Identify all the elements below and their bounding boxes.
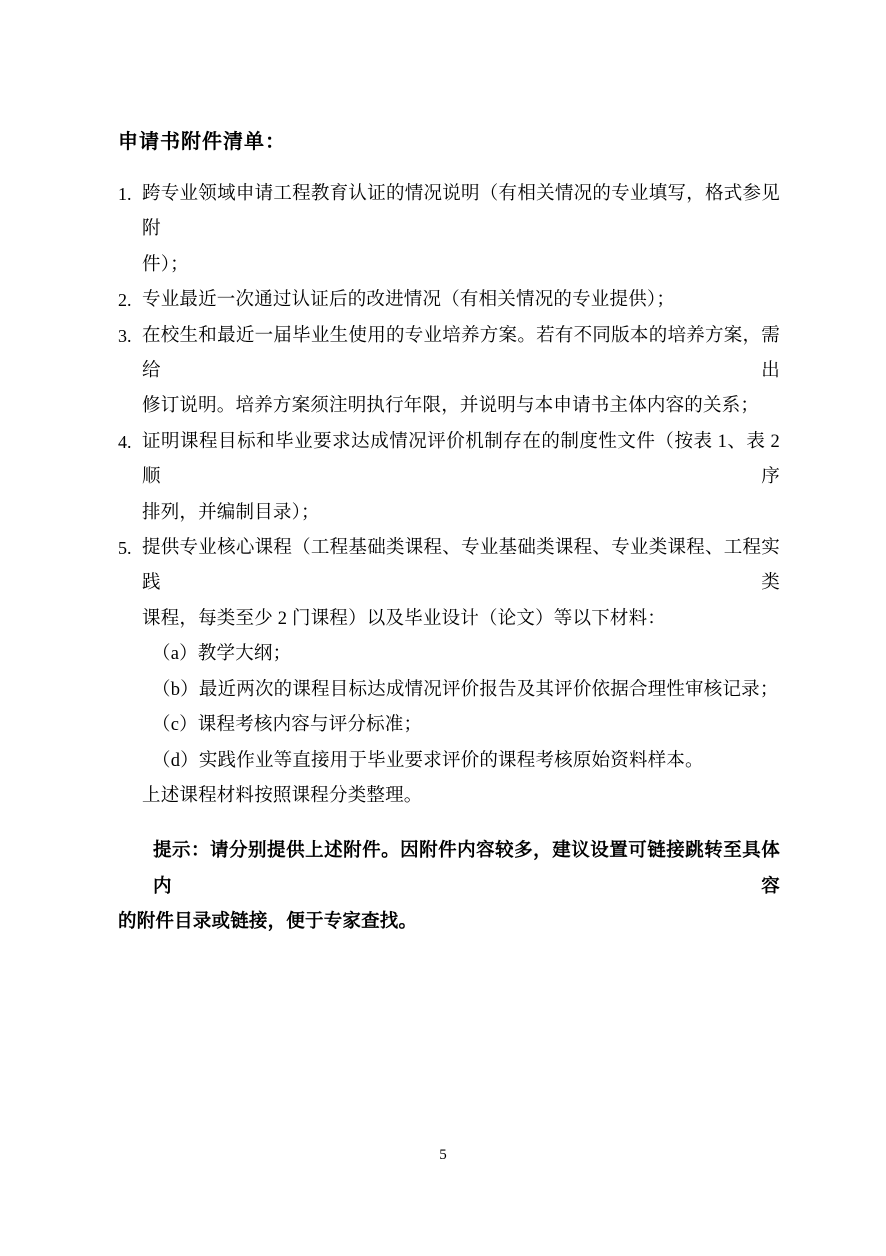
document-body bbox=[118, 131, 780, 939]
item-line: 在校生和最近一届毕业生使用的专业培养方案。若有不同版本的培养方案，需给出 bbox=[142, 325, 780, 382]
list-item bbox=[118, 177, 780, 283]
item-lines bbox=[142, 283, 780, 318]
item-line: 证明课程目标和毕业要求达成情况评价机制存在的制度性文件（按表 1、表 2 顺序 bbox=[142, 431, 780, 488]
attachment-list-heading: 申请书附件清单： bbox=[118, 131, 286, 153]
item-line: 跨专业领域申请工程教育认证的情况说明（有相关情况的专业填写，格式参见附 bbox=[142, 184, 780, 240]
item-lines bbox=[142, 319, 780, 425]
item-lines bbox=[142, 425, 780, 531]
list-item bbox=[118, 319, 780, 425]
list-item bbox=[118, 531, 780, 637]
item-line: 排列，并编制目录）； bbox=[142, 502, 320, 523]
item-line: 件）； bbox=[142, 254, 189, 275]
item-number: 3. bbox=[118, 325, 132, 346]
item-line: 修订说明。培养方案须注明执行年限，并说明与本申请书主体内容的关系； bbox=[142, 396, 760, 417]
item-lines bbox=[142, 177, 780, 283]
item-line: 课程，每类至少 2 门课程）以及毕业设计（论文）等以下材料： bbox=[142, 608, 667, 629]
sub-item: （b）最近两次的课程目标达成情况评价报告及其评价依据合理性审核记录； bbox=[152, 679, 779, 700]
item-number: 4. bbox=[118, 431, 132, 452]
attachment-list bbox=[118, 177, 780, 637]
sub-item: （a）教学大纲； bbox=[152, 644, 292, 665]
list-item bbox=[118, 425, 780, 531]
page-number: 5 bbox=[439, 1147, 447, 1163]
item-line: 专业最近一次通过认证后的改进情况（有相关情况的专业提供）； bbox=[142, 290, 676, 311]
tip-line: 的附件目录或链接，便于专家查找。 bbox=[118, 910, 418, 932]
sub-item: （c）课程考核内容与评分标准； bbox=[152, 715, 423, 736]
list-item bbox=[118, 283, 780, 318]
item-number: 1. bbox=[118, 184, 132, 204]
tip-paragraph bbox=[118, 832, 780, 938]
item-line: 提供专业核心课程（工程基础类课程、专业基础类课程、专业类课程、工程实践类 bbox=[142, 538, 780, 594]
sub-item-list bbox=[118, 637, 780, 779]
sub-item: （d）实践作业等直接用于毕业要求评价的课程考核原始资料样本。 bbox=[152, 750, 704, 771]
tip-line: 提示：请分别提供上述附件。因附件内容较多，建议设置可链接跳转至具体内容 bbox=[153, 839, 780, 896]
sub-items-note: 上述课程材料按照课程分类整理。 bbox=[142, 785, 423, 806]
item-number: 5. bbox=[118, 538, 132, 559]
item-lines bbox=[142, 531, 780, 637]
item-number: 2. bbox=[118, 290, 132, 311]
